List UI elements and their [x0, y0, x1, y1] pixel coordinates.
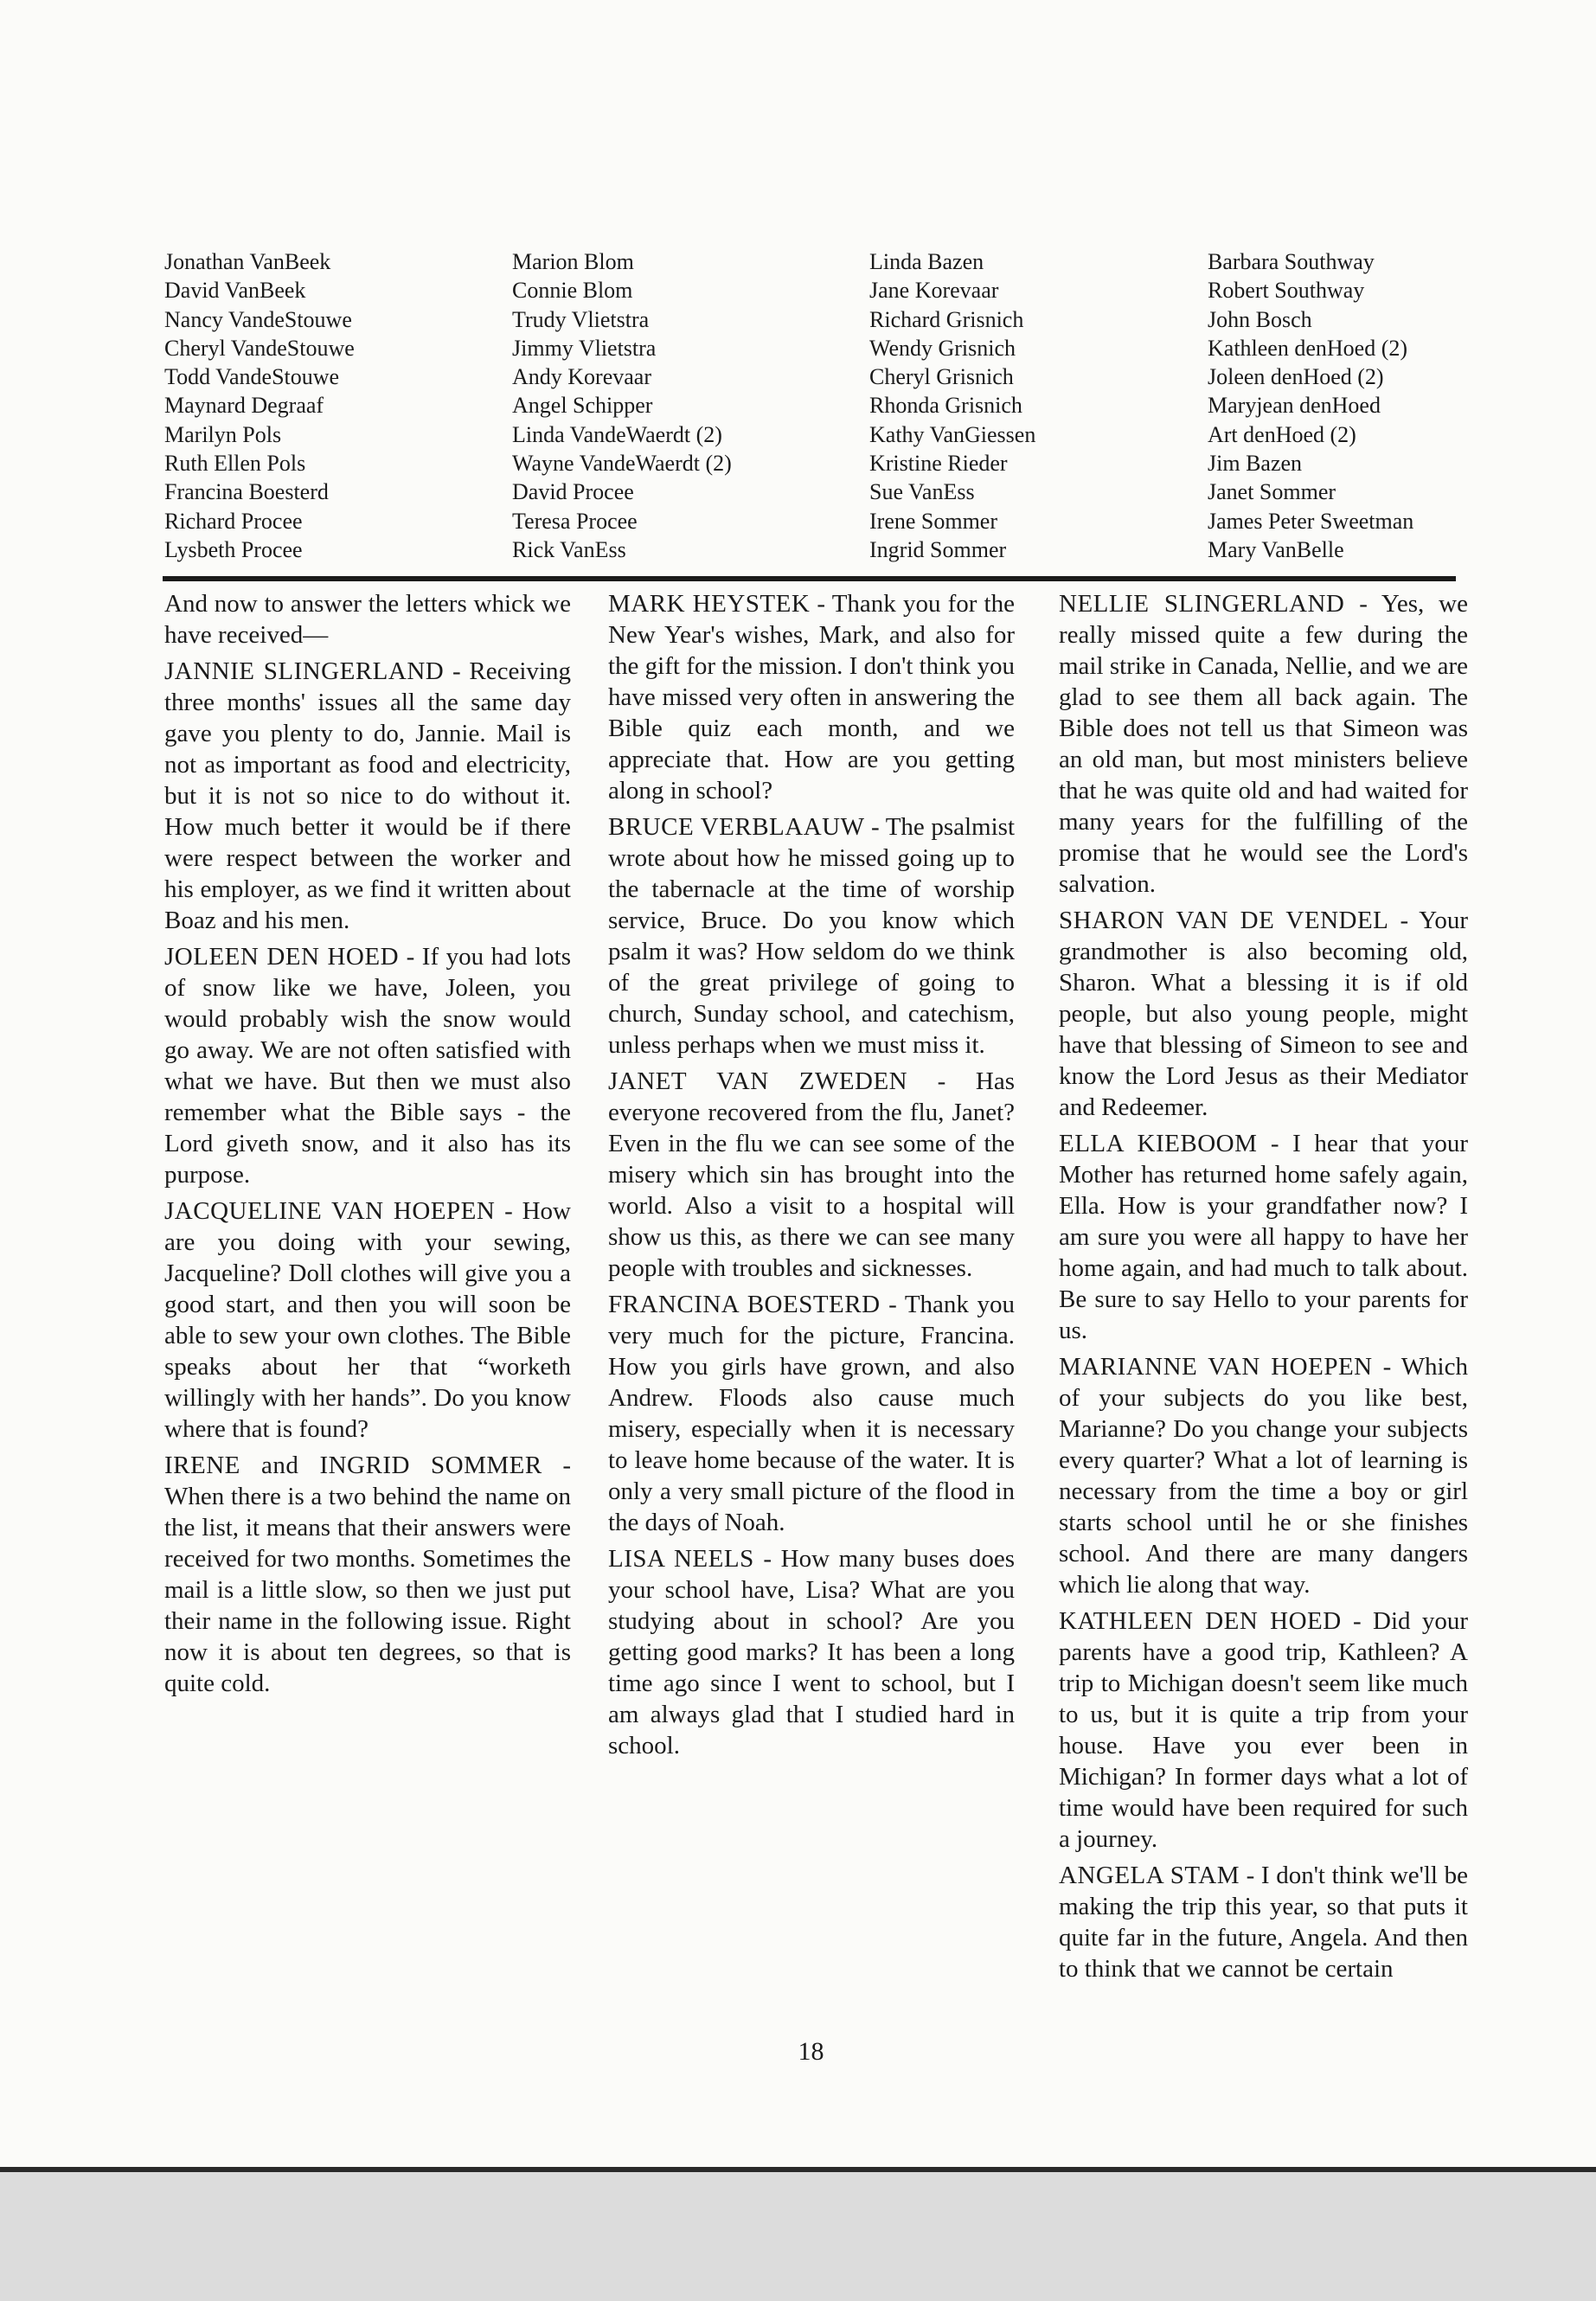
name-entry: Cheryl Grisnich — [869, 364, 1014, 390]
letter-recipient-name: JANNIE SLINGERLAND — [164, 657, 445, 685]
name-entry: Linda VandeWaerdt (2) — [512, 421, 722, 447]
name-entry: Teresa Procee — [512, 508, 638, 534]
letter-recipient-name: JACQUELINE VAN HOEPEN — [164, 1197, 496, 1225]
letter-reply — [1059, 588, 1468, 900]
letter-text: Your grandmother is also becoming old, Sharon. What a blessing it is if old people, but also young people, might have that blessing of Simeon to see and know the Lord Jesus as their Mediator and Redeemer. — [1059, 907, 1468, 1121]
letter-text: Yes, we really missed quite a few during the mail strike in Canada, Nellie, and we are glad to see them all back again. The Bible does not tell us that Simeon was an old man, but most ministers believe that he was quite old and had waited for many years for the fulfilling of the promise that he would see the Lord's salvation. — [1059, 590, 1468, 898]
name-entry: Mary VanBelle — [1208, 536, 1344, 562]
letter-reply — [164, 1195, 571, 1445]
name-entry: David Procee — [512, 479, 634, 505]
names-column-4 — [1208, 247, 1413, 564]
names-column-1 — [164, 247, 355, 564]
letter-text: I hear that your Mother has returned home safely again, Ella. How is your grandfather now? I am sure you were all happy to have her home again, and had much to talk about. Be sure to say Hello to your parents for us. — [1059, 1130, 1468, 1344]
letters-column-3 — [1059, 588, 1468, 1990]
letter-reply — [164, 1450, 571, 1699]
letter-recipient-name: MARK HEYSTEK — [608, 590, 811, 618]
letter-text: Which of your subjects do you like best, Marianne? Do you change your subjects every quarter? What a lot of learning is necessary from the time a boy or girl starts school until he or she finishes school. And there are many dangers which lie along that way. — [1059, 1353, 1468, 1599]
name-entry: Lysbeth Procee — [164, 536, 303, 562]
separator-dash: - — [907, 1067, 976, 1095]
name-entry: Kathy VanGiessen — [869, 421, 1036, 447]
name-entry: Angel Schipper — [512, 393, 653, 419]
name-entry: Nancy VandeStouwe — [164, 306, 352, 332]
separator-dash: - — [542, 1452, 571, 1479]
name-entry: Maryjean denHoed — [1208, 393, 1381, 419]
names-column-2 — [512, 247, 732, 564]
letter-text: I don't think we'll be making the trip this year, so that puts it quite far in the future, Angela. And then to think that we cannot be certain — [1059, 1862, 1468, 1983]
name-entry: Richard Grisnich — [869, 306, 1024, 332]
letter-recipient-name: JANET VAN ZWEDEN — [608, 1067, 908, 1095]
separator-dash: - — [495, 1197, 522, 1225]
separator-dash: - — [1344, 590, 1381, 618]
names-column-3 — [869, 247, 1035, 564]
separator-dash: - — [880, 1291, 905, 1318]
scan-bottom-edge — [0, 2167, 1596, 2301]
letter-text: When there is a two behind the name on the list, it means that their answers were received for two months. Sometimes the mail is a little slow, so then we just put their name in the following issue. Right now it is about ten degrees, so that is quite cold. — [164, 1483, 571, 1697]
name-entry: Irene Sommer — [869, 508, 998, 534]
separator-dash: - — [1372, 1353, 1401, 1381]
letter-text: The psalmist wrote about how he missed going up to the tabernacle at the time of worship service, Bruce. Do you know which psalm it was? How seldom do we think of the great privilege of going to church, Sunday school, and catechism, unless perhaps when we must miss it. — [608, 813, 1016, 1059]
letter-text: Did your parents have a good trip, Kathleen? A trip to Michigan doesn't seem like much to us, but it is quite a trip from your house. Have you ever been in Michigan? In former days what a lot of time would have been required for such a journey. — [1059, 1607, 1468, 1853]
letter-text: How many buses does your school have, Lisa? What are you studying about in school? Are you getting good marks? It has been a long time ago since I went to school, but I am always glad that I studied hard in school. — [608, 1545, 1015, 1759]
letter-recipient-name: NELLIE SLINGERLAND — [1059, 590, 1345, 618]
name-entry: David VanBeek — [164, 278, 306, 304]
name-entry: Ruth Ellen Pols — [164, 451, 306, 477]
name-entry: Marion Blom — [512, 249, 634, 274]
letter-recipient-name: IRENE and INGRID SOMMER — [164, 1452, 542, 1479]
letter-recipient-name: MARIANNE VAN HOEPEN — [1059, 1353, 1373, 1381]
separator-dash: - — [753, 1545, 781, 1573]
name-entry: Robert Southway — [1208, 278, 1365, 304]
letter-reply — [608, 1543, 1015, 1761]
name-entry: Andy Korevaar — [512, 364, 651, 390]
letter-recipient-name: FRANCINA BOESTERD — [608, 1291, 881, 1318]
name-entry: Jonathan VanBeek — [164, 249, 331, 274]
name-entry: Connie Blom — [512, 278, 633, 304]
intro-paragraph: And now to answer the letters whick we have received— — [164, 590, 571, 649]
letter-reply — [1059, 1351, 1468, 1600]
letter-reply — [608, 811, 1015, 1061]
letter-recipient-name: ELLA KIEBOOM — [1059, 1130, 1258, 1157]
section-divider — [163, 576, 1456, 581]
name-entry: Kathleen denHoed (2) — [1208, 335, 1408, 361]
letter-reply — [608, 1066, 1015, 1284]
name-entry: Francina Boesterd — [164, 479, 329, 505]
name-entry: Wendy Grisnich — [869, 335, 1016, 361]
name-entry: Maynard Degraaf — [164, 393, 324, 419]
name-entry: Kristine Rieder — [869, 451, 1008, 477]
letter-reply — [1059, 1606, 1468, 1855]
name-entry: Cheryl VandeStouwe — [164, 335, 355, 361]
letter-recipient-name: SHARON VAN DE VENDEL — [1059, 907, 1389, 934]
letter-text: Has everyone recovered from the flu, Janet? Even in the flu we can see some of the misery which sin has brought into the world. Also a visit to a hospital will show us this, as there we can see many people with troubles and sicknesses. — [608, 1067, 1015, 1282]
name-entry: Wayne VandeWaerdt (2) — [512, 451, 732, 477]
letter-recipient-name: JOLEEN DEN HOED — [164, 943, 400, 971]
name-entry: Jane Korevaar — [869, 278, 999, 304]
name-entry: Rick VanEss — [512, 536, 626, 562]
letter-text: Thank you for the New Year's wishes, Mark, and also for the gift for the mission. I don't think you have missed very often in answering the Bible quiz each month, and we appreciate that. How are you getting along in school? — [608, 590, 1015, 804]
name-entry: Ingrid Sommer — [869, 536, 1007, 562]
letter-recipient-name: KATHLEEN DEN HOED — [1059, 1607, 1342, 1635]
name-entry: James Peter Sweetman — [1208, 508, 1414, 534]
name-entry: Jimmy Vlietstra — [512, 335, 657, 361]
name-entry: Richard Procee — [164, 508, 303, 534]
letter-reply — [1059, 1128, 1468, 1346]
letter-recipient-name: ANGELA STAM — [1059, 1862, 1240, 1889]
name-entry: Art denHoed (2) — [1208, 421, 1356, 447]
name-entry: Joleen denHoed (2) — [1208, 364, 1384, 390]
letter-reply — [608, 588, 1015, 806]
name-entry: Jim Bazen — [1208, 451, 1303, 477]
name-entry: Rhonda Grisnich — [869, 393, 1022, 419]
letter-recipient-name: BRUCE VERBLAAUW — [608, 813, 865, 841]
letter-reply — [164, 656, 571, 936]
separator-dash: - — [810, 590, 832, 618]
separator-dash: - — [399, 943, 422, 971]
separator-dash: - — [1239, 1862, 1261, 1889]
letter-text: Receiving three months' issues all the same day gave you plenty to do, Jannie. Mail is not as important as food and electricity, but it is not so nice to do without it. How much better it would be if there were respect between the worker and his employer, as we find it written about Boaz and his men. — [164, 657, 571, 934]
letter-reply — [1059, 1860, 1468, 1984]
letter-text: How are you doing with your sewing, Jacqueline? Doll clothes will give you a good start, and then you will soon be able to sew your own clothes. The Bible speaks about her that “worketh willingly with her hands”. Do you know where that is found? — [164, 1197, 571, 1443]
name-entry: Janet Sommer — [1208, 479, 1336, 505]
letters-column-2 — [608, 588, 1015, 1766]
letter-text: Thank you very much for the picture, Francina. How you girls have grown, and also Andrew. Floods also cause much misery, especially when it is necessary to leave home because of the water. It is only a very small picture of the flood in the days of Noah. — [608, 1291, 1015, 1536]
name-entry: Marilyn Pols — [164, 421, 282, 447]
separator-dash: - — [864, 813, 886, 841]
separator-dash: - — [1341, 1607, 1373, 1635]
separator-dash: - — [444, 657, 470, 685]
separator-dash: - — [1257, 1130, 1293, 1157]
page-number: 18 — [798, 2037, 824, 2066]
name-entry: Todd VandeStouwe — [164, 364, 340, 390]
name-entry: Sue VanEss — [869, 479, 975, 505]
letter-text: If you had lots of snow like we have, Joleen, you would probably wish the snow would go away. We are not often satisfied with what we have. But then we must also remember what the Bible says - the Lord giveth snow, and it also has its purpose. — [164, 943, 571, 1189]
letter-reply — [608, 1289, 1015, 1538]
name-entry: Barbara Southway — [1208, 249, 1375, 274]
name-entry: John Bosch — [1208, 306, 1312, 332]
separator-dash: - — [1388, 907, 1420, 934]
letter-reply — [164, 941, 571, 1190]
letters-column-1 — [164, 588, 571, 1704]
letter-reply — [1059, 905, 1468, 1123]
name-entry: Linda Bazen — [869, 249, 984, 274]
name-entry: Trudy Vlietstra — [512, 306, 650, 332]
letter-recipient-name: LISA NEELS — [608, 1545, 754, 1573]
